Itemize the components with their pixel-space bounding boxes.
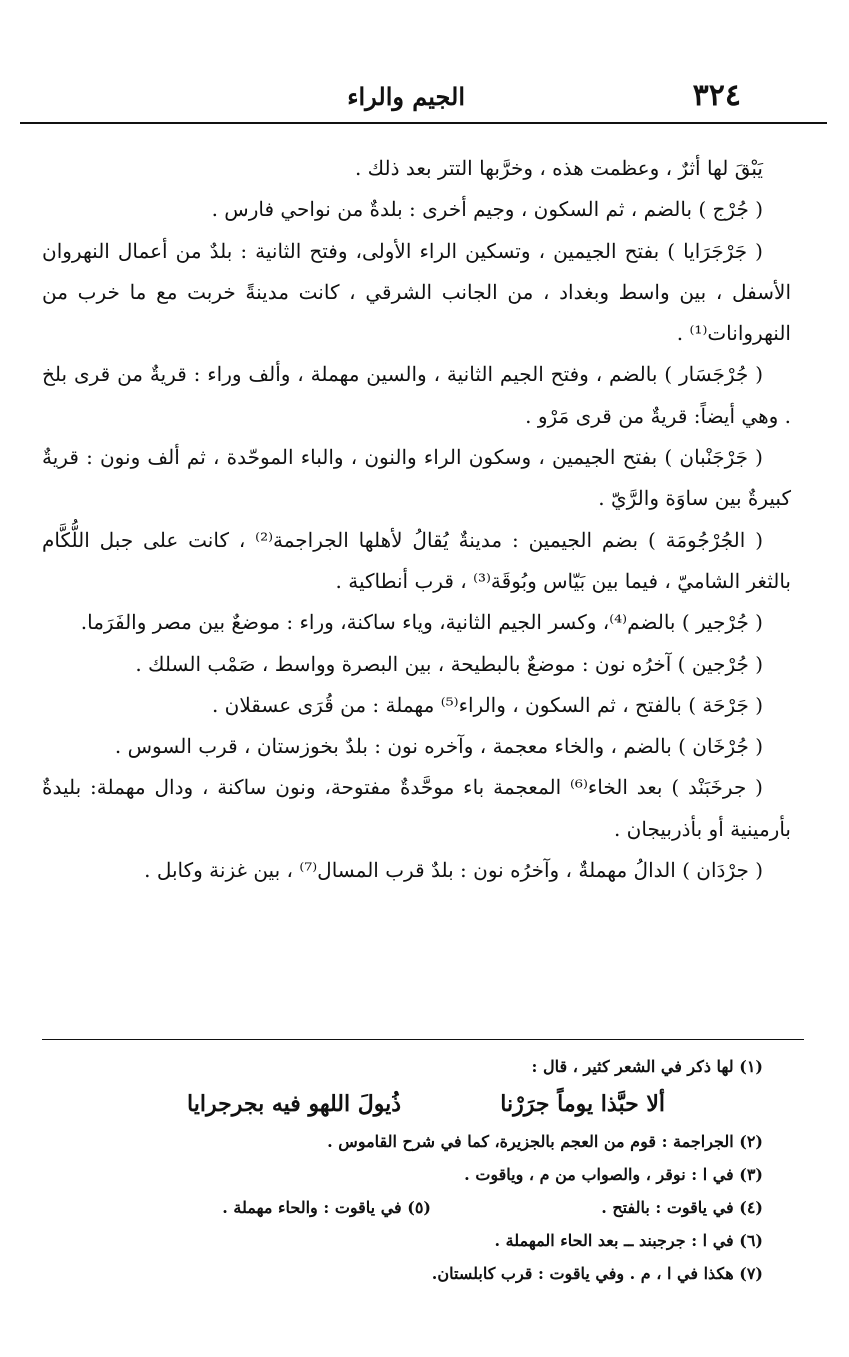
footnote-3: (٣) في ا : نوقر ، والصواب من م ، وياقوت .	[464, 1165, 763, 1184]
footnote-5: (٥) في ياقوت : والحاء مهملة .	[222, 1198, 431, 1217]
entry-paragraph: ( جُرْجَسَار ) بالضم ، وفتح الجيم الثانية ، والسين مهملة ، وألف وراء : قريةٌ من قرى بلخ . وهي أيضاً: قريةٌ من قرى مَرْو .	[42, 362, 791, 428]
footnote-row	[42, 1224, 791, 1257]
running-title: الجيم والراء	[347, 82, 465, 111]
footnote-1: (١) لها ذكر في الشعر كثير ، قال :	[531, 1057, 763, 1076]
entry-paragraph: ( جرْدَان ) الدالُ مهملةٌ ، وآخرُه نون : بلدٌ قرب المسال⁽⁷⁾ ، بين غزنة وكابل .	[144, 858, 763, 883]
entry-paragraph: ( جَرْحَة ) بالفتح ، ثم السكون ، والراء⁽⁵⁾ مهملة : من قُرَى عسقلان .	[211, 692, 763, 717]
footnote-4: (٤) في ياقوت : بالفتح .	[601, 1198, 763, 1217]
entry-paragraph: ( جَرْجَنْبان ) بفتح الجيمين ، وسكون الراء والنون ، والباء الموحّدة ، ثم ألف ونون : قريةٌ كبيرةٌ بين ساوَة والرَّيّ .	[42, 445, 791, 511]
main-text	[42, 148, 791, 891]
footnote-separator	[42, 1039, 804, 1040]
footnote-2: (٢) الجراجمة : قوم من العجم بالجزيرة، كما في شرح القاموس .	[327, 1132, 763, 1151]
verse-first-hemistich: ألا حبَّذا يوماً جرَرْنا	[500, 1091, 665, 1117]
entry-paragraph: يَبْقَ لها أثرٌ ، وعظمت هذه ، وخرَّبها التتر بعد ذلك .	[354, 156, 763, 180]
footnote-7: (٧) هكذا في ا ، م . وفي ياقوت : قرب كابلستان.	[431, 1264, 763, 1283]
page-header	[20, 74, 827, 124]
entry-paragraph: ( جُرْج ) بالضم ، ثم السكون ، وجيم أخرى : بلدةٌ من نواحي فارس .	[211, 197, 763, 222]
footnote-row	[42, 1191, 791, 1224]
verse-line	[42, 1083, 791, 1125]
footnotes	[42, 1050, 791, 1290]
verse-second-hemistich: ذُيولَ اللهو فيه بجرجرايا	[187, 1091, 401, 1117]
entry-paragraph: ( جُرْجير ) بالضم⁽⁴⁾، وكسر الجيم الثانية، وياء ساكنة، وراء : موضعٌ بين مصر والفَرَما.	[80, 610, 763, 635]
entry-paragraph: ( جرخَبَنْد ) بعد الخاء⁽⁶⁾ المعجمة باء موحَّدةٌ مفتوحة، ونون ساكنة ، ودال مهملة: بليدةٌ بأرمينية أو بأذربيجان .	[42, 775, 791, 841]
footnote-row	[42, 1257, 791, 1290]
footnote-6: (٦) في ا : جرجبند ــ بعد الحاء المهملة .	[494, 1231, 763, 1250]
page-number: ٣٢٤	[692, 78, 741, 113]
entry-paragraph: ( جُرْجين ) آخرُه نون : موضعٌ بالبطيحة ، بين البصرة وواسط ، صَمْب السلك .	[135, 651, 763, 676]
entry-paragraph: ( جَرْجَرَايا ) بفتح الجيمين ، وتسكين الراء الأولى، وفتح الثانية : بلدٌ من أعمال النهروان الأسفل ، بين واسط وبغداد ، من الجانب الشرقي ، كانت مدينةً خربت مع ما خرب من النهروانات⁽¹⁾ .	[42, 238, 791, 346]
footnote-row	[42, 1158, 791, 1191]
footnote-row	[42, 1125, 791, 1158]
entry-paragraph: ( الجُرْجُومَة ) بضم الجيمين : مدينةٌ يُقالُ لأهلها الجراجمة⁽²⁾ ، كانت على جبل اللُّكَّام بالثغر الشاميّ ، فيما بين بَيّاس وبُوقَة⁽³⁾ ، قرب أنطاكية .	[42, 527, 791, 593]
entry-paragraph: ( جُرْخَان ) بالضم ، والخاء معجمة ، وآخره نون : بلدٌ بخوزستان ، قرب السوس .	[114, 734, 763, 759]
